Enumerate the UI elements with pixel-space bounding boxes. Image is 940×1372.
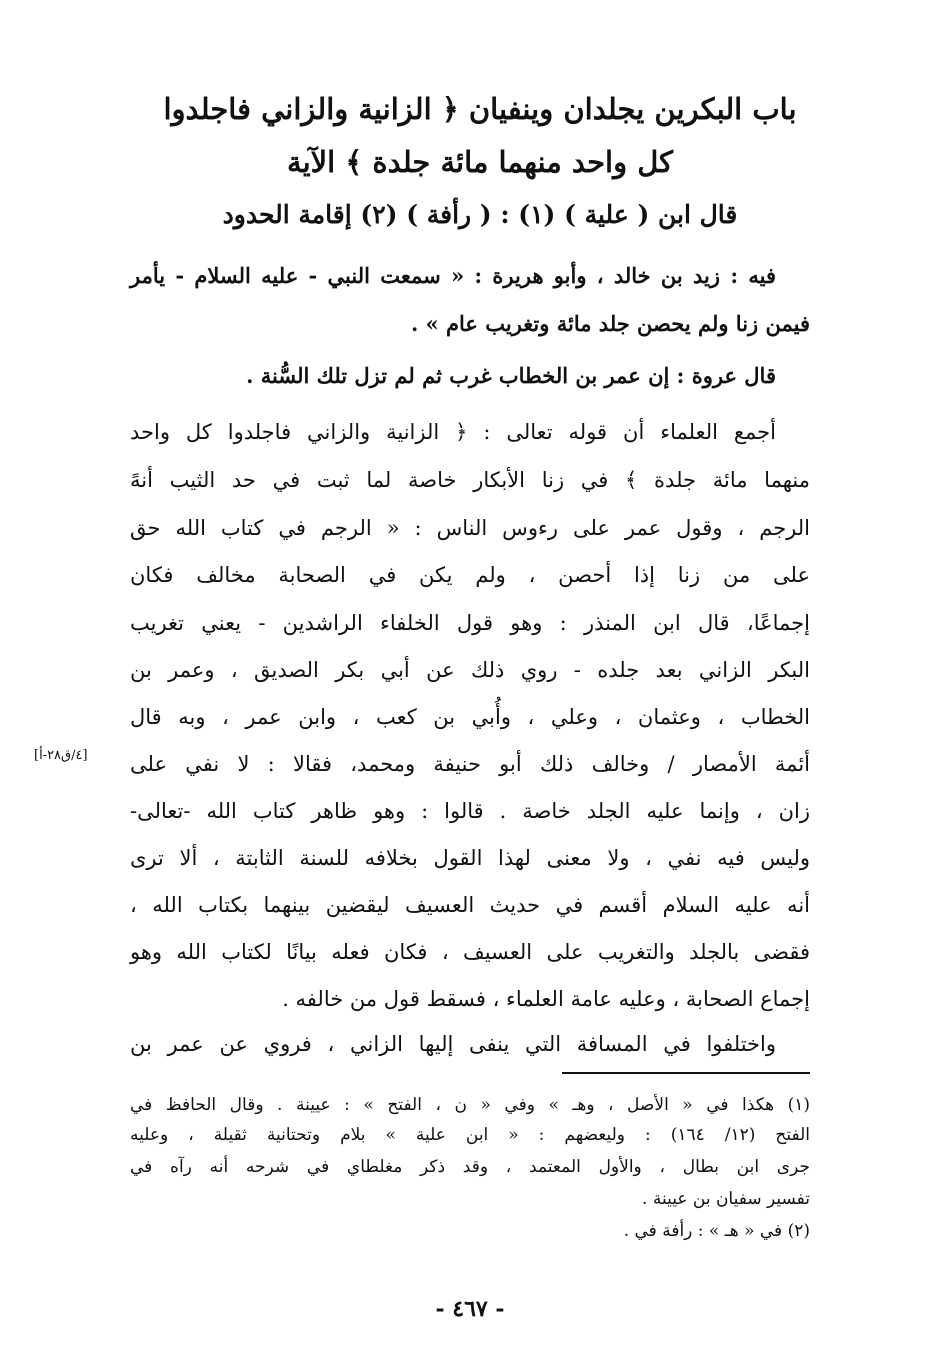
body-line-4: على من زنا إذا أحصن ، ولم يكن في الصحابة مخالف فكان (130, 563, 810, 587)
body-line-12: فقضى بالجلد والتغريب على العسيف ، فكان فعله بيانًا لكتاب الله وهو (130, 940, 810, 964)
footnote-2: (٢) في « هـ » : رأفة في . (623, 1221, 810, 1241)
closing-line: واختلفوا في المسافة التي ينفى إليها الزاني ، فروي عن عمر بن (130, 1032, 776, 1056)
footnote-1-line-1: (١) هكذا في « الأصل ، وهـ » وفي « ن ، الفتح » : عيينة . وقال الحافظ في (130, 1095, 810, 1115)
body-line-1: أجمع العلماء أن قوله تعالى : ﴿ الزانية والزاني فاجلدوا كل واحد (130, 420, 776, 444)
footnote-1-line-2: الفتح (١٢/ ١٦٤) : وليعضهم : « ابن علية » بلام وتحتانية ثقيلة ، وعليه (130, 1125, 810, 1145)
body-line-7: الخطاب ، وعثمان ، وعلي ، وأُبي بن كعب ، وابن عمر ، وبه قال (130, 705, 810, 729)
urwa-statement: قال عروة : إن عمر بن الخطاب غرب ثم لم تزل تلك السُّنة . (246, 363, 776, 388)
footnote-1-line-4: تفسير سفيان بن عيينة . (642, 1189, 810, 1209)
body-line-6: البكر الزاني بعد جلده - روي ذلك عن أبي بكر الصديق ، وعمر بن (130, 658, 810, 682)
chapter-title-line-1: باب البكرين يجلدان وينفيان ﴿ الزانية والزاني فاجلدوا (163, 92, 797, 126)
chapter-title-line-2: كل واحد منهما مائة جلدة ﴾ الآية (287, 145, 673, 179)
body-line-9: زان ، وإنما عليه الجلد خاصة . قالوا : وهو ظاهر كتاب الله -تعالى- (130, 799, 810, 823)
margin-manuscript-reference: [٤/ق٢٨-أ] (34, 748, 88, 763)
body-line-5: إجماعًا، قال ابن المنذر : وهو قول الخلفاء الراشدين - يعني تغريب (130, 611, 810, 635)
body-line-13: إجماع الصحابة ، وعليه عامة العلماء ، فسقط قول من خالفه . (282, 987, 810, 1011)
body-line-10: وليس فيه نفي ، ولا معنى لهذا القول بخلافه للسنة الثابتة ، ألا ترى (130, 846, 810, 870)
body-line-2: منهما مائة جلدة ﴾ في زنا الأبكار خاصة لما ثبت في حد الثيب أنهً (130, 468, 810, 492)
page-number: - ٤٦٧ - (435, 1296, 505, 1322)
body-line-3: الرجم ، وقول عمر على رءوس الناس : « الرجم في كتاب الله حق (130, 516, 810, 540)
footnote-1-line-3: جرى ابن بطال ، والأول المعتمد ، وقد ذكر مغلطاي في شرحه أنه رآه في (130, 1157, 810, 1177)
footnote-divider (562, 1072, 810, 1074)
chapter-subtitle: قال ابن ( علية ) (١) : ( رأفة ) (٢) إقامة الحدود (222, 200, 738, 229)
hadith-line-1: فيه : زيد بن خالد ، وأبو هريرة : « سمعت النبي - عليه السلام - يأمر (130, 263, 776, 288)
body-line-8: أئمة الأمصار / وخالف ذلك أبو حنيفة ومحمد، فقالا : لا نفي على (130, 752, 810, 776)
body-line-11: أنه عليه السلام أقسم في حديث العسيف ليقضين بينهما بكتاب الله ، (130, 893, 810, 917)
hadith-line-2: فيمن زنا ولم يحصن جلد مائة وتغريب عام » . (410, 311, 810, 336)
